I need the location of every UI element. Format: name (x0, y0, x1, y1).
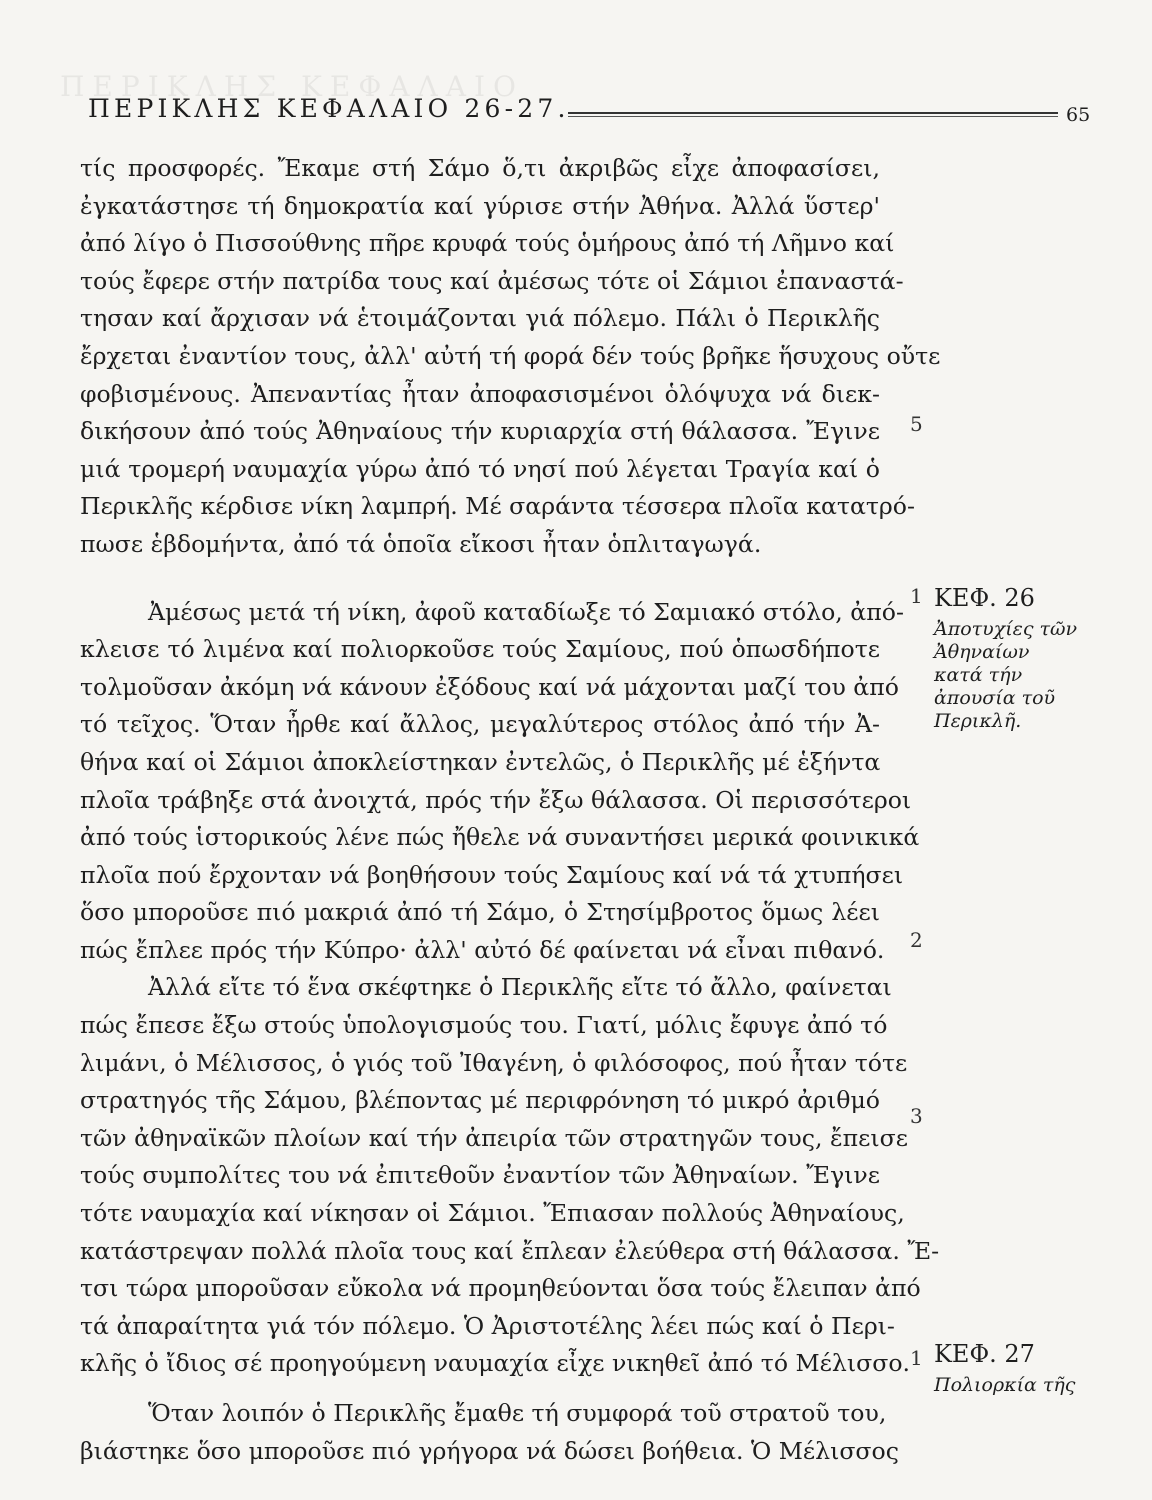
text-line: Ὅταν λοιπόν ὁ Περικλῆς ἔμαθε τή συμφορά τοῦ στρατοῦ του, (148, 1399, 887, 1427)
text-line: ἔρχεται ἐναντίον τους, ἀλλ' αὐτή τή φορά δέν τούς βρῆκε ἥσυχους οὔτε (80, 341, 941, 370)
text-line: κατάστρεψαν πολλά πλοῖα τους καί ἔπλεαν ἐλεύθερα στή θάλασσα. Ἔ- (80, 1236, 940, 1265)
text-line: κλεισε τό λιμένα καί πολιορκοῦσε τούς Σαμίους, πού ὁπωσδήποτε (80, 635, 880, 664)
paragraph-gap (80, 1383, 880, 1395)
text-line: τούς ἔφερε στήν πατρίδα τους καί ἀμέσως τότε οἱ Σάμιοι ἐπαναστά- (80, 266, 904, 295)
text-line: Ἀλλά εἴτε τό ἕνα σκέφτηκε ὁ Περικλῆς εἴτε τό ἄλλο, φαίνεται (148, 973, 892, 1002)
sidenote-chapter-26 (934, 584, 1134, 733)
line-number: 5 (910, 412, 923, 436)
text-line: φοβισμένους. Ἀπεναντίας ἦταν ἀποφασισμένοι ὁλόψυχα νά διεκ- (80, 379, 880, 408)
text-line: ἀπό λίγο ὁ Πισσούθνης πῆρε κρυφά τούς ὁμήρους ἀπό τή Λῆμνο καί (80, 229, 895, 258)
text-line: Ἀμέσως μετά τή νίκη, ἀφοῦ καταδίωξε τό Σαμιακό στόλο, ἀπό- (148, 597, 904, 626)
sidenote-chapter-27 (934, 1340, 1134, 1397)
section-number: 3 (910, 1104, 923, 1128)
sidenote-line: Πολιορκία τῆς (934, 1374, 1076, 1396)
header-rule (568, 112, 1058, 114)
text-line: τῶν ἀθηναϊκῶν πλοίων καί τήν ἀπειρία τῶν στρατηγῶν τους, ἔπεισε (80, 1123, 908, 1152)
header-title: ΠΕΡΙΚΛΗΣ ΚΕΦΑΛΑΙΟ 26-27. (88, 94, 570, 123)
show-through-text: ΠΕΡΙΚΛΗΣ ΚΕΦΑΛΑΙΟ (60, 70, 525, 103)
running-header (88, 94, 1091, 134)
page-number: 65 (1066, 104, 1091, 126)
text-line: θήνα καί οἱ Σάμιοι ἀποκλείστηκαν ἐντελῶς, ὁ Περικλῆς μέ ἑξήντα (80, 747, 881, 776)
sidenote-heading: ΚΕΦ. 26 (934, 584, 1035, 612)
text-line: ἐγκατάστησε τή δημοκρατία καί γύρισε στήν Ἀθήνα. Ἀλλά ὕστερ' (80, 191, 880, 220)
text-line: πώς ἔπλεε πρός τήν Κύπρο· ἀλλ' αὐτό δέ φαίνεται νά εἶναι πιθανό. (80, 935, 885, 964)
text-line: τότε ναυμαχία καί νίκησαν οἱ Σάμιοι. Ἔπιασαν πολλούς Ἀθηναίους, (80, 1199, 905, 1228)
text-line: στρατηγός τῆς Σάμου, βλέποντας μέ περιφρόνηση τό μικρό ἀριθμό (80, 1086, 880, 1115)
text-line: μιά τρομερή ναυμαχία γύρω ἀπό τό νησί πού λέγεται Τραγία καί ὁ (80, 454, 880, 483)
section-number: 1 (910, 584, 923, 608)
text-line: τό τεῖχος. Ὅταν ἦρθε καί ἄλλος, μεγαλύτερος στόλος ἀπό τήν Ἀ- (80, 710, 880, 739)
sidenote-line: κατά τήν (934, 664, 1023, 686)
text-line: πωσε ἑβδομήντα, ἀπό τά ὁποῖα εἴκοσι ἦταν ὁπλιταγωγά. (80, 529, 762, 558)
text-line: κλῆς ὁ ἴδιος σέ προηγούμενη ναυμαχία εἶχε νικηθεῖ ἀπό τό Μέλισσο. (80, 1349, 911, 1378)
header-rule-thin (568, 116, 1058, 117)
text-line: βιάστηκε ὅσο μποροῦσε πιό γρήγορα νά δώσει βοήθεια. Ὁ Μέλισσος (80, 1436, 899, 1465)
sidenote-line: Ἀποτυχίες τῶν (934, 618, 1078, 640)
text-line: λιμάνι, ὁ Μέλισσος, ὁ γιός τοῦ Ἰθαγένη, ὁ φιλόσοφος, πού ἦταν τότε (80, 1048, 908, 1077)
text-line: τολμοῦσαν ἀκόμη νά κάνουν ἐξόδους καί νά μάχονται μαζί του ἀπό (80, 672, 899, 701)
sidenote-line: Ἀθηναίων (934, 641, 1030, 663)
text-line: πώς ἔπεσε ἔξω στούς ὑπολογισμούς του. Γιατί, μόλις ἔφυγε ἀπό τό (80, 1011, 888, 1040)
text-line: τά ἀπαραίτητα γιά τόν πόλεμο. Ὁ Ἀριστοτέλης λέει πώς καί ὁ Περι- (80, 1311, 895, 1340)
text-line: ὅσο μποροῦσε πιό μακριά ἀπό τή Σάμο, ὁ Στησίμβροτος ὅμως λέει (80, 898, 880, 927)
paragraph-gap (80, 564, 880, 594)
text-line: ἀπό τούς ἱστορικούς λένε πώς ἤθελε νά συναντήσει μερικά φοινικικά (80, 823, 920, 852)
section-number: 1 (910, 1346, 923, 1370)
section-number: 2 (910, 928, 923, 952)
text-line: τησαν καί ἄρχισαν νά ἑτοιμάζονται γιά πόλεμο. Πάλι ὁ Περικλῆς (80, 304, 880, 333)
text-line: τίς προσφορές. Ἔκαμε στή Σάμο ὅ,τι ἀκριβῶς εἶχε ἀποφασίσει, (80, 154, 880, 182)
text-line: τούς συμπολίτες του νά ἐπιτεθοῦν ἐναντίον τῶν Ἀθηναίων. Ἔγινε (80, 1161, 880, 1190)
text-line: τσι τώρα μποροῦσαν εὔκολα νά προμηθεύονται ὅσα τούς ἔλειπαν ἀπό (80, 1274, 921, 1303)
text-line: δικήσουν ἀπό τούς Ἀθηναίους τήν κυριαρχία στή θάλασσα. Ἔγινε (80, 417, 880, 446)
text-line: πλοῖα πού ἔρχονταν νά βοηθήσουν τούς Σαμίους καί νά τά χτυπήσει (80, 860, 904, 889)
main-text (80, 150, 941, 1470)
text-line: πλοῖα τράβηξε στά ἀνοιχτά, πρός τήν ἔξω θάλασσα. Οἱ περισσότεροι (80, 785, 912, 814)
text-line: Περικλῆς κέρδισε νίκη λαμπρή. Μέ σαράντα τέσσερα πλοῖα κατατρό- (80, 492, 915, 521)
sidenote-line: ἀπουσία τοῦ (934, 687, 1056, 709)
sidenote-line: Περικλῆ. (934, 710, 1022, 732)
sidenote-heading: ΚΕΦ. 27 (934, 1340, 1035, 1368)
